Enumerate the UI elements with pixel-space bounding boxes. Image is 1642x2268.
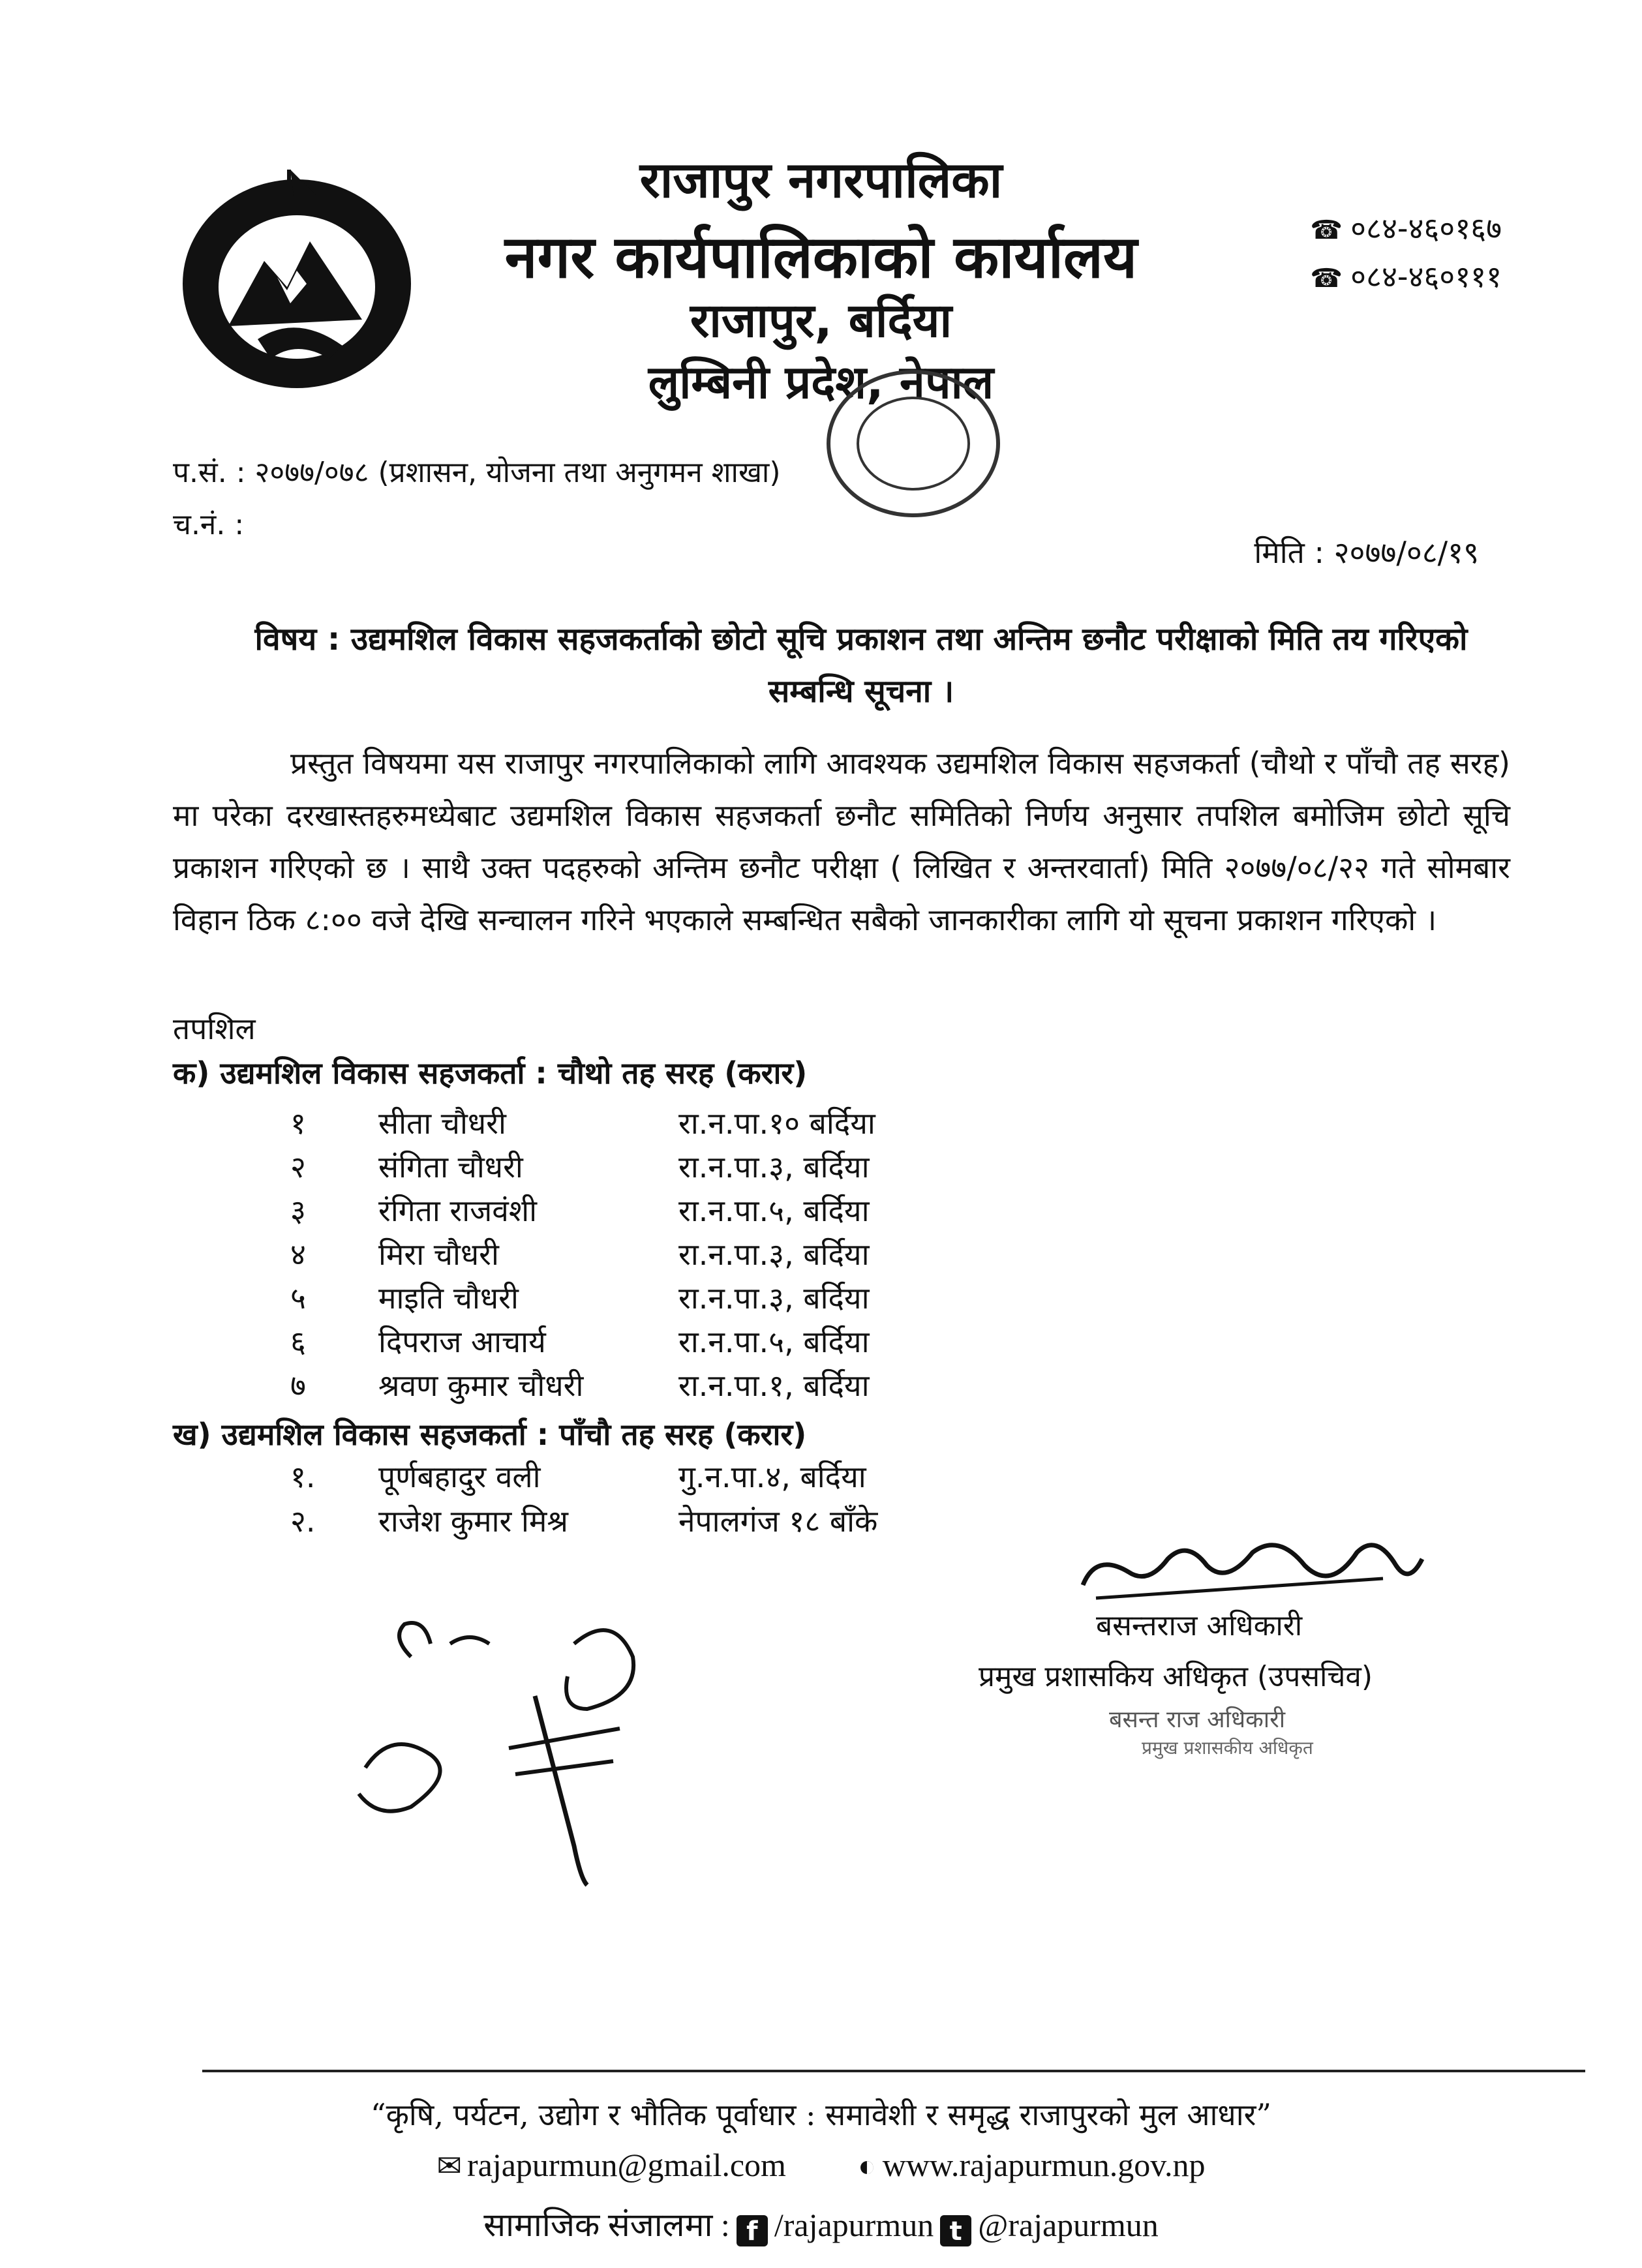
social-label: सामाजिक संजालमा :	[483, 2207, 730, 2243]
item-number: २	[290, 1149, 306, 1185]
section-b-heading: ख) उद्यमशिल विकास सहजकर्ता : पाँचौ तह सरह (करार)	[173, 1417, 807, 1452]
phone-number-1: ☎ ०८४-४६०१६७	[1310, 211, 1502, 246]
candidate-address: रा.न.पा.३, बर्दिया	[678, 1237, 870, 1272]
candidate-name: पूर्णबहादुर वली	[378, 1459, 541, 1494]
item-number: ५	[290, 1280, 306, 1316]
telephone-icon: ☎	[1310, 264, 1343, 294]
item-number: २.	[290, 1504, 316, 1539]
globe-icon: ◐	[857, 2149, 876, 2183]
candidate-name: मिरा चौधरी	[378, 1237, 499, 1272]
body-paragraph: प्रस्तुत विषयमा यस राजापुर नगरपालिकाको लागि आवश्यक उद्यमशिल विकास सहजकर्ता (चौथो र पाँचौ तह सरह) मा परेका दरखास्तहरुमध्येबाट उद्यमशिल विकास सहजकर्ता छनौट समितिको निर्णय अनुसार तपशिल बमोजिम छोटो सूचि प्रकाशन गरिएको छ । साथै उक्त पदहरुको अन्तिम छनौट परीक्षा ( लिखित र अन्तरवार्ता) मिति २०७७/०८/२२ गते सोमबार विहान ठिक ८:०० वजे देखि सन्चालन गरिने भएकाले सम्बन्धित सबैको जानकारीका लागि यो सूचना प्रकाशन गरिएको ।	[173, 746, 1510, 937]
candidate-name: सीता चौधरी	[378, 1106, 506, 1141]
candidate-name: राजेश कुमार मिश्र	[378, 1504, 568, 1539]
org-name: राजापुर नगरपालिका	[639, 151, 1003, 209]
item-number: १	[290, 1106, 306, 1141]
footer-contacts	[0, 2146, 1642, 2184]
office-name: नगर कार्यपालिकाको कार्यालय	[504, 223, 1138, 292]
document-date: मिति : २०७७/०८/१९	[1254, 535, 1479, 570]
signer-name: बसन्तराज अधिकारी	[1096, 1609, 1303, 1642]
schedule-label: तपशिल	[173, 1011, 256, 1046]
footer-divider	[202, 2070, 1585, 2072]
candidate-name: श्रवण कुमार चौधरी	[378, 1368, 584, 1403]
candidate-name: माइति चौधरी	[378, 1280, 519, 1316]
office-stamp	[815, 362, 1011, 532]
candidate-address: रा.न.पा.५, बर्दिया	[678, 1324, 870, 1359]
facebook-icon: f	[737, 2215, 768, 2246]
mail-icon: ✉	[436, 2149, 462, 2183]
subject-line: विषय : उद्यमशिल विकास सहजकर्ताको छोटो सूचि प्रकाशन तथा अन्तिम छनौट परीक्षाको मिति तय गरिएको सम्बन्धि सूचना ।	[254, 621, 1468, 710]
website-link[interactable]: www.rajapurmun.gov.np	[882, 2147, 1206, 2183]
handwritten-signature-right	[1070, 1526, 1435, 1618]
candidate-address: गु.न.पा.४, बर्दिया	[678, 1459, 866, 1494]
candidate-address: रा.न.पा.३, बर्दिया	[678, 1149, 870, 1185]
candidate-address: रा.न.पा.१० बर्दिया	[678, 1106, 875, 1141]
candidate-address: नेपालगंज १८ बाँके	[678, 1504, 878, 1539]
item-number: १.	[290, 1459, 316, 1494]
province-country: लुम्बिनी प्रदेश, नेपाल	[648, 355, 994, 409]
item-number: ४	[290, 1237, 306, 1272]
candidate-address: रा.न.पा.५, बर्दिया	[678, 1193, 870, 1228]
twitter-handle[interactable]: @rajapurmun	[978, 2207, 1159, 2243]
footer-slogan: “कृषि, पर्यटन, उद्योग र भौतिक पूर्वाधार : समावेशी र समृद्ध राजापुरको मुल आधार”	[371, 2097, 1271, 2132]
signature-stamp-name: बसन्त राज अधिकारी	[1109, 1706, 1286, 1733]
item-number: ६	[290, 1324, 306, 1359]
candidate-name: दिपराज आचार्य	[378, 1324, 546, 1359]
phone-number-2: ☎ ०८४-४६०१११	[1310, 259, 1502, 294]
facebook-handle[interactable]: /rajapurmun	[774, 2207, 934, 2243]
telephone-icon: ☎	[1310, 215, 1343, 245]
item-number: ७	[290, 1368, 306, 1403]
item-number: ३	[290, 1193, 306, 1228]
handwritten-signature-left	[339, 1598, 705, 1892]
signature-stamp-title: प्रमुख प्रशासकीय अधिकृत	[1142, 1737, 1313, 1759]
candidate-name: संगिता चौधरी	[378, 1149, 523, 1185]
office-location: राजापुर, बर्दिया	[690, 293, 952, 348]
twitter-icon: t	[940, 2215, 971, 2246]
candidate-address: रा.न.पा.१, बर्दिया	[678, 1368, 870, 1403]
email-link[interactable]: rajapurmun@gmail.com	[466, 2147, 786, 2183]
candidate-name: रंगिता राजवंशी	[378, 1193, 538, 1228]
footer-social	[0, 2201, 1642, 2246]
candidate-address: रा.न.पा.३, बर्दिया	[678, 1280, 870, 1316]
section-a-heading: क) उद्यमशिल विकास सहजकर्ता : चौथो तह सरह (करार)	[173, 1055, 808, 1091]
signer-title: प्रमुख प्रशासकिय अधिकृत (उपसचिव)	[979, 1660, 1373, 1693]
reference-number: प.सं. : २०७७/०७८ (प्रशासन, योजना तथा अनुगमन शाखा)	[173, 456, 781, 489]
dispatch-number: च.नं. :	[173, 508, 245, 541]
